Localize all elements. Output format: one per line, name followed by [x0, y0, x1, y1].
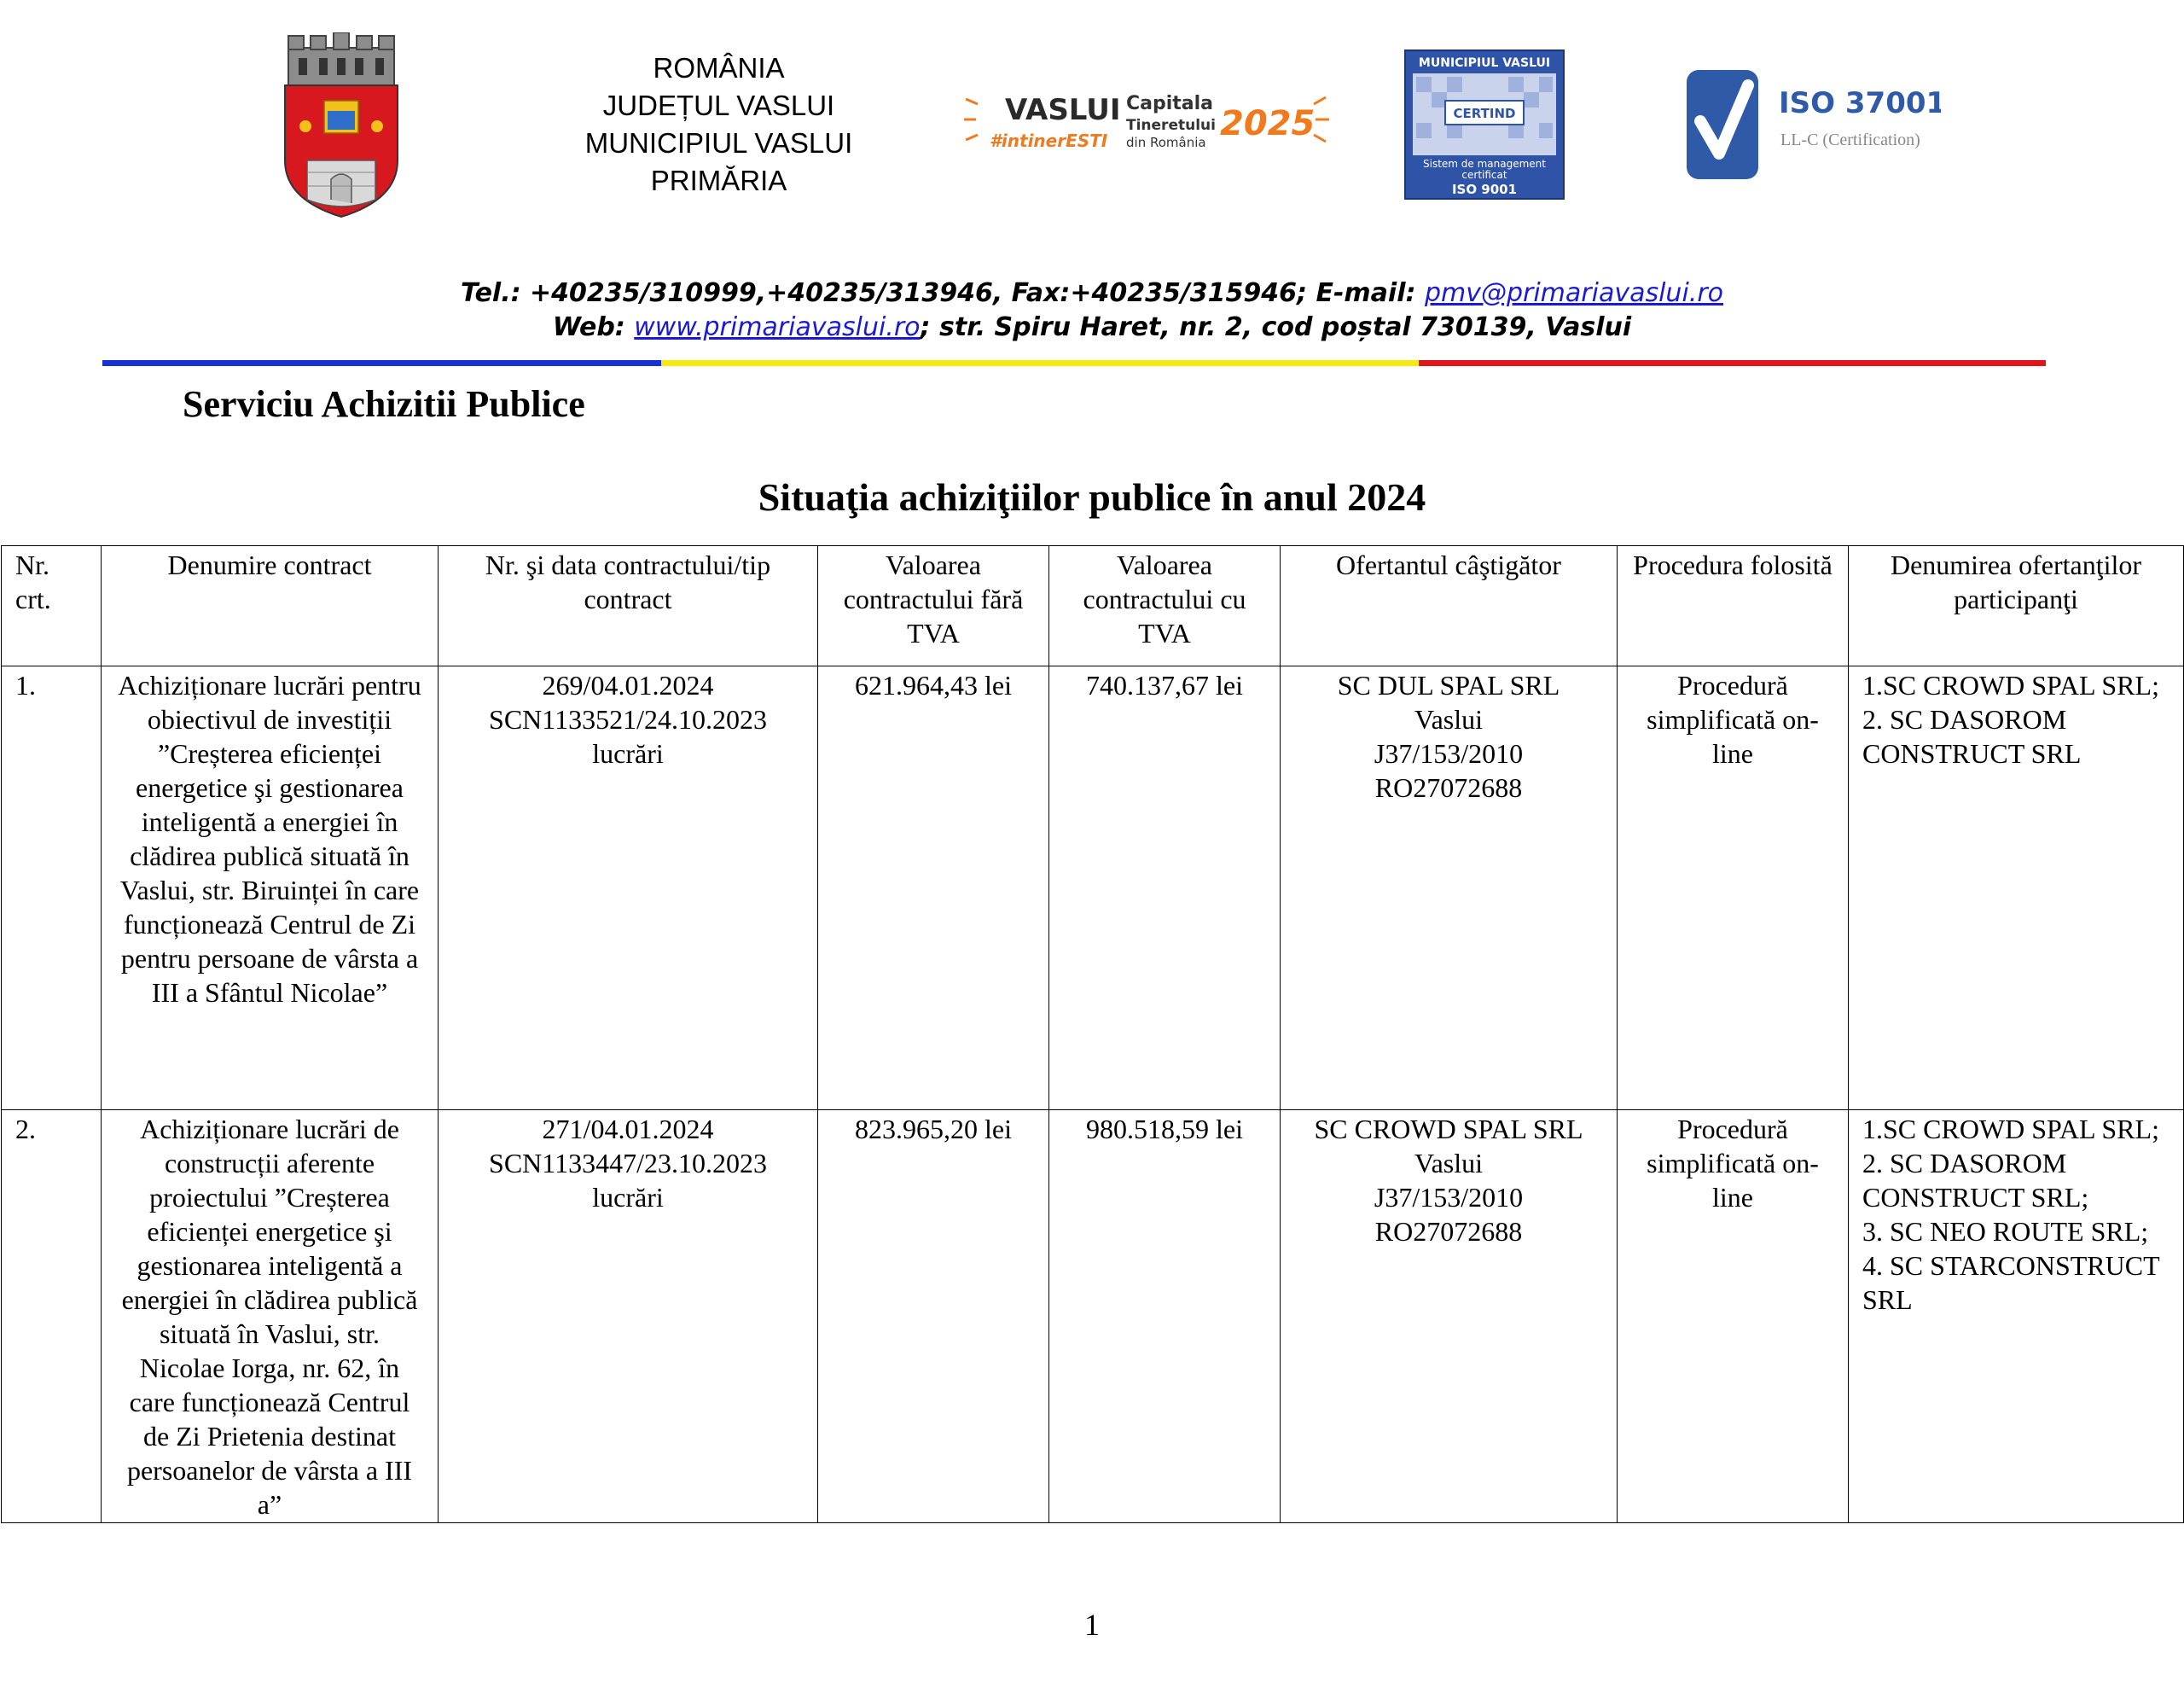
contact-address: ; str. Spiru Haret, nr. 2, cod poștal 730139, Vaslui — [920, 312, 1632, 342]
iso37001-sub: LL-C (Certification) — [1780, 131, 1920, 149]
vaslui-logo-year: 2025 — [1220, 104, 1316, 143]
column-header-value-with-vat: Valoarea contractului cu TVA — [1049, 546, 1281, 666]
cell-nr: 1. — [2, 666, 102, 1110]
iso9001-desc-line2: certificat — [1461, 169, 1507, 181]
cell-winner: SC CROWD SPAL SRL Vaslui J37/153/2010 RO27072688 — [1281, 1110, 1618, 1523]
divider-yellow-segment — [661, 360, 1419, 366]
contact-phone-fax: Tel.: +40235/310999,+40235/313946, Fax:+40235/315946; E-mail: — [460, 278, 1425, 308]
column-header-contract-name: Denumire contract — [102, 546, 439, 666]
procurement-table — [1, 545, 2184, 1523]
iso-9001-certification-logo — [1404, 49, 1565, 200]
page-number: 1 — [1084, 1608, 1100, 1642]
iso9001-brand: CERTIND — [1453, 106, 1516, 121]
cell-winner: SC DUL SPAL SRL Vaslui J37/153/2010 RO27072688 — [1281, 666, 1618, 1110]
iso-37001-certification-logo — [1685, 68, 1941, 181]
cell-procedure: Procedură simplificată on-line — [1618, 666, 1849, 1110]
cell-value-with-vat: 740.137,67 lei — [1049, 666, 1281, 1110]
document-title: Situaţia achiziţiilor publice în anul 2024 — [758, 475, 1426, 519]
contact-web-label: Web: — [552, 312, 635, 342]
cell-contract-number: 271/04.01.2024 SCN1133447/23.10.2023 lucrări — [439, 1110, 818, 1523]
org-line-municipality: MUNICIPIUL VASLUI — [584, 127, 853, 159]
divider-red-segment — [1419, 360, 2046, 366]
column-header-participants: Denumirea ofertanţilor participanţi — [1849, 546, 2184, 666]
column-header-value-without-vat: Valoarea contractului fără TVA — [818, 546, 1049, 666]
column-header-winner: Ofertantul câştigător — [1281, 546, 1618, 666]
cell-contract-name: Achiziționare lucrări pentru obiectivul de investiții ”Creșterea eficienței energetice şi gestionarea inteligentă a energiei în clădirea publică situată în Vaslui, str. Biruinței în care funcționează Centrul de Zi pentru persoane de vârsta a III a Sfântul Nicolae” — [102, 666, 439, 1110]
cell-contract-number: 269/04.01.2024 SCN1133521/24.10.2023 lucrări — [439, 666, 818, 1110]
vaslui-coat-of-arms-logo — [282, 32, 401, 218]
contact-line-web-address — [0, 312, 2184, 342]
cell-contract-name: Achiziționare lucrări de construcții aferente proiectului ”Creșterea eficienței energetice şi gestionarea inteligentă a energiei în clădirea publică situată în Vaslui, str. Nicolae Iorga, nr. 62, în care funcționează Centrul de Zi Prietenia destinat persoanelor de vârsta a III a” — [102, 1110, 439, 1523]
cell-participants: 1.SC CROWD SPAL SRL; 2. SC DASOROM CONSTRUCT SRL — [1849, 666, 2184, 1110]
cell-participants: 1.SC CROWD SPAL SRL; 2. SC DASOROM CONSTRUCT SRL; 3. SC NEO ROUTE SRL; 4. SC STARCONSTRUCT SRL — [1849, 1110, 2184, 1523]
column-header-contract-number: Nr. şi data contractului/tip contract — [439, 546, 818, 666]
vaslui-logo-tagline: #intinerESTI — [990, 131, 1108, 151]
iso9001-standard: ISO 9001 — [1451, 182, 1518, 197]
contact-line-phone-email — [0, 278, 2184, 308]
table-row — [2, 666, 2184, 1110]
table-row — [2, 1110, 2184, 1523]
cell-procedure: Procedură simplificată on-line — [1618, 1110, 1849, 1523]
column-header-procedure: Procedura folosită — [1618, 546, 1849, 666]
vaslui-logo-word: VASLUI — [1005, 93, 1121, 127]
organization-heading — [537, 49, 900, 200]
vaslui-logo-capitala-line1: Capitala — [1126, 93, 1214, 114]
vaslui-logo-capitala-line2: Tineretului — [1126, 117, 1216, 134]
iso37001-title: ISO 37001 — [1779, 86, 1941, 120]
vaslui-youth-capital-logo — [964, 85, 1339, 162]
website-link[interactable]: www.primariavaslui.ro — [634, 312, 921, 342]
divider-blue-segment — [102, 360, 661, 366]
iso9001-desc-line1: Sistem de management — [1423, 158, 1546, 170]
tricolor-divider — [102, 360, 2046, 366]
org-line-county: JUDEȚUL VASLUI — [602, 90, 835, 121]
cell-value-with-vat: 980.518,59 lei — [1049, 1110, 1281, 1523]
cell-nr: 2. — [2, 1110, 102, 1523]
vaslui-logo-capitala-line3: din România — [1126, 135, 1206, 150]
table-header-row — [2, 546, 2184, 666]
cell-value-without-vat: 823.965,20 lei — [818, 1110, 1049, 1523]
org-line-institution: PRIMĂRIA — [650, 165, 787, 196]
iso9001-top-text: MUNICIPIUL VASLUI — [1418, 56, 1551, 70]
column-header-nr: Nr. crt. — [2, 546, 102, 666]
org-line-country: ROMÂNIA — [653, 52, 785, 84]
email-link[interactable]: pmv@primariavaslui.ro — [1424, 278, 1724, 308]
cell-value-without-vat: 621.964,43 lei — [818, 666, 1049, 1110]
department-title: Serviciu Achizitii Publice — [183, 383, 585, 425]
